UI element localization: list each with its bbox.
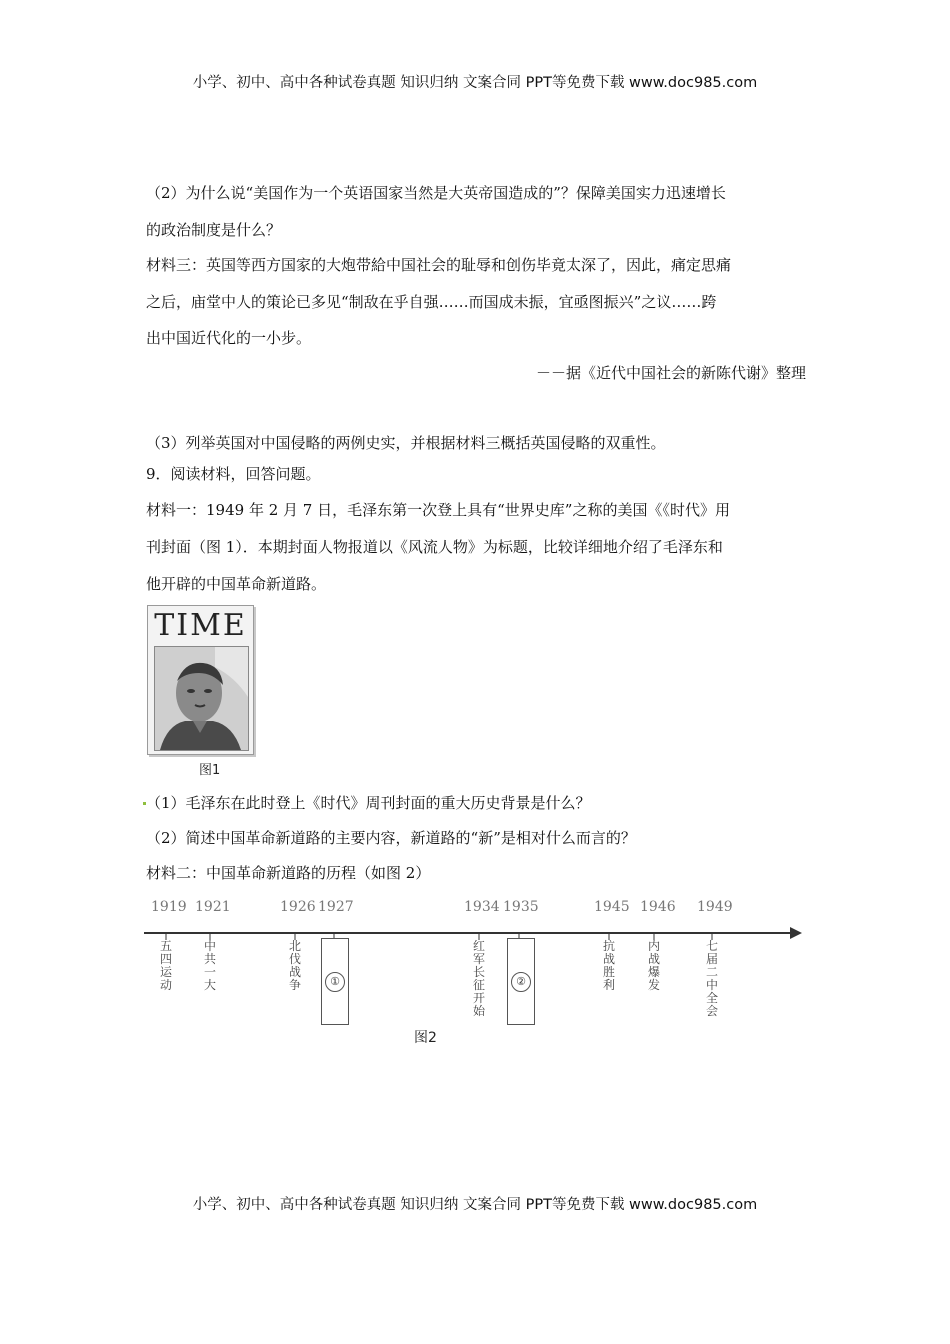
blank-box-1: [321, 938, 349, 1025]
text-line: 之后，庙堂中人的策论已多见“制敌在乎自强……而国成未振，宜亟图振兴”之议……跨: [146, 293, 717, 311]
year-label: 1946: [640, 899, 676, 915]
year-label: 1945: [594, 899, 630, 915]
text-line: 出中国近代化的一小步。: [146, 329, 312, 347]
source-citation: －－据《近代中国社会的新陈代谢》整理: [535, 364, 806, 382]
page-footer: 小学、初中、高中各种试卷真题 知识归纳 文案合同 PPT等免费下载 www.doc985.com: [192, 1197, 758, 1213]
year-label: 1927: [318, 899, 354, 915]
blank-box-2: [507, 938, 535, 1025]
question-9-title: 9．阅读材料，回答问题。: [146, 465, 321, 483]
text-line: 材料一：1949 年 2 月 7 日，毛泽东第一次登上具有“世界史库”之称的美国《《时代》用: [146, 501, 730, 519]
event-label: 内战爆发: [647, 939, 660, 992]
event-label: 北伐战争: [288, 939, 301, 992]
year-label: 1919: [151, 899, 187, 915]
page-header: 小学、初中、高中各种试卷真题 知识归纳 文案合同 PPT等免费下载 www.doc985.com: [192, 75, 758, 91]
text-line: 刊封面（图 1）．本期封面人物报道以《风流人物》为标题，比较详细地介绍了毛泽东和: [146, 538, 723, 556]
text-line: （2）为什么说“美国作为一个英语国家当然是大英帝国造成的”？保障美国实力迅速增长: [146, 184, 726, 202]
cover-title: TIME: [154, 608, 247, 643]
year-label: 1935: [503, 899, 539, 915]
figure-1-caption: 图1: [199, 763, 221, 778]
event-label: 五四运动: [159, 939, 172, 992]
figure-2-caption: 图2: [414, 1030, 437, 1046]
event-label: 红军长征开始: [472, 939, 485, 1018]
year-label: 1949: [697, 899, 733, 915]
sub-question-2: （2）简述中国革命新道路的主要内容，新道路的“新”是相对什么而言的？: [146, 829, 636, 847]
question-3: （3）列举英国对中国侵略的两例史实，并根据材料三概括英国侵略的双重性。: [146, 434, 666, 452]
time-magazine-cover: [147, 605, 254, 755]
material-two: 材料二：中国革命新道路的历程（如图 2）: [146, 864, 431, 882]
event-label: 抗战胜利: [602, 939, 615, 992]
year-label: 1934: [464, 899, 500, 915]
year-label: 1926: [280, 899, 316, 915]
event-label: 七届二中全会: [705, 939, 718, 1018]
event-label: 中共一大: [203, 939, 216, 992]
text-line: 的政治制度是什么？: [146, 221, 282, 239]
text-line: 材料三：英国等西方国家的大炮带給中国社会的耻辱和创伤毕竟太深了，因此，痛定思痛: [146, 256, 732, 274]
year-label: 1921: [195, 899, 231, 915]
sub-question-1: （1）毛泽东在此时登上《时代》周刊封面的重大历史背景是什么？: [146, 794, 591, 812]
box-marker: ②: [511, 972, 531, 992]
portrait-image: [154, 646, 249, 751]
box-marker: ①: [325, 972, 345, 992]
text-line: 他开辟的中国革命新道路。: [146, 575, 327, 593]
